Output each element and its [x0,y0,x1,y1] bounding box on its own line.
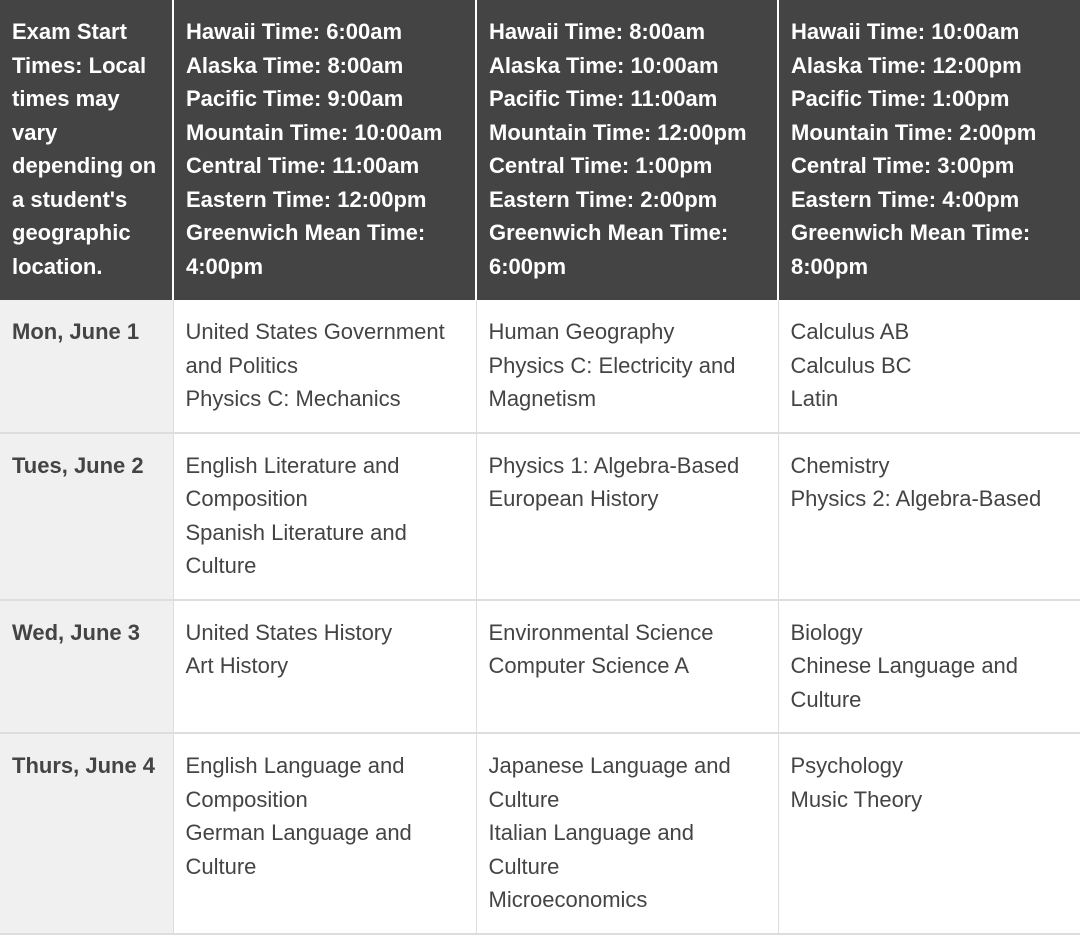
table-row [0,300,1080,433]
session-2-times [476,0,778,300]
exam-line: Composition [185,486,308,511]
header-label-line: Exam Start [12,19,127,44]
session-time-line: Central Time: 11:00am [186,153,420,178]
session-time-line: Eastern Time: 2:00pm [489,186,718,212]
header-label-line: Times: Local [12,52,147,78]
exam-line: Culture [185,853,257,879]
exam-line: Chinese Language and [790,653,1019,678]
session-time-line: Hawaii Time: 8:00am [489,19,706,44]
exam-line: English Language and [185,753,405,778]
day-cell: Tues, June 2 [0,433,173,600]
session-time-line: Eastern Time: 12:00pm [186,186,427,212]
session-time-line: Pacific Time: 11:00am [489,86,718,111]
day-cell: Wed, June 3 [0,600,173,734]
session-time-line: Pacific Time: 9:00am [186,86,404,111]
exam-cell [476,300,778,433]
exam-line: Magnetism [488,386,597,411]
header-label-line: depending on [12,153,157,178]
session-time-line: Greenwich Mean Time: [791,220,1031,245]
exam-line: United States Government [185,319,445,344]
session-time-line: Mountain Time: 10:00am [186,119,443,145]
session-time-line: 6:00pm [489,253,567,279]
exam-cell [778,433,1080,600]
header-label-line: a student's [12,186,128,212]
session-time-line: Hawaii Time: 10:00am [791,19,1020,44]
exam-line: Microeconomics [488,887,648,912]
exam-line: Chemistry [790,452,890,478]
exam-line: Composition [185,786,308,812]
session-time-line: Greenwich Mean Time: [186,220,426,245]
exam-cell [778,300,1080,433]
exam-line: Culture [488,853,560,879]
session-time-line: Hawaii Time: 6:00am [186,19,403,44]
exam-line: United States History [185,619,393,645]
day-cell: Thurs, June 4 [0,733,173,934]
exam-cell [173,600,476,734]
session-time-line: Alaska Time: 10:00am [489,52,719,78]
exam-line: Physics 2: Algebra-Based [790,486,1042,511]
session-time-line: 8:00pm [791,253,869,279]
exam-line: and Politics [185,352,299,378]
exam-line: Music Theory [790,786,923,812]
exam-cell [778,600,1080,734]
exam-line: Psychology [790,753,904,778]
session-time-line: Mountain Time: 2:00pm [791,119,1037,145]
session-time-line: Eastern Time: 4:00pm [791,186,1020,212]
exam-line: European History [488,486,659,511]
header-label-line: times may [12,86,120,111]
exam-line: Physics C: Mechanics [185,386,401,411]
exam-line: German Language and [185,820,412,845]
exam-line: Latin [790,386,839,411]
session-3-times [778,0,1080,300]
exam-line: English Literature and [185,452,400,478]
session-time-line: 4:00pm [186,253,264,279]
exam-cell [173,733,476,934]
exam-cell [173,433,476,600]
header-label-line: location. [12,253,103,279]
header-label-line: geographic [12,220,131,245]
exam-line: Calculus BC [790,352,912,378]
exam-line: Physics 1: Algebra-Based [488,452,740,478]
exam-line: Biology [790,619,863,645]
exam-cell [476,433,778,600]
header-label-cell [0,0,173,300]
exam-line: Physics C: Electricity and [488,352,736,378]
session-time-line: Greenwich Mean Time: [489,220,729,245]
table-row [0,433,1080,600]
table-row [0,733,1080,934]
exam-line: Human Geography [488,319,675,344]
exam-line: Art History [185,653,289,678]
session-time-line: Central Time: 3:00pm [791,153,1015,178]
exam-line: Culture [790,686,862,712]
session-time-line: Alaska Time: 8:00am [186,52,404,78]
session-time-line: Mountain Time: 12:00pm [489,119,747,145]
session-time-line: Alaska Time: 12:00pm [791,52,1022,78]
table-row [0,600,1080,734]
session-1-times [173,0,476,300]
exam-cell [173,300,476,433]
session-time-line: Central Time: 1:00pm [489,153,713,178]
exam-line: Environmental Science [488,619,714,645]
header-row [0,0,1080,300]
exam-line: Culture [488,786,560,812]
exam-line: Culture [185,553,257,578]
session-time-line: Pacific Time: 1:00pm [791,86,1010,111]
exam-cell [476,600,778,734]
exam-line: Italian Language and [488,820,695,845]
exam-line: Spanish Literature and [185,519,407,545]
day-cell: Mon, June 1 [0,300,173,433]
exam-line: Calculus AB [790,319,910,344]
exam-line: Japanese Language and [488,753,731,778]
exam-cell [778,733,1080,934]
exam-cell [476,733,778,934]
header-label-line: vary [12,119,58,145]
exam-line: Computer Science A [488,653,690,678]
